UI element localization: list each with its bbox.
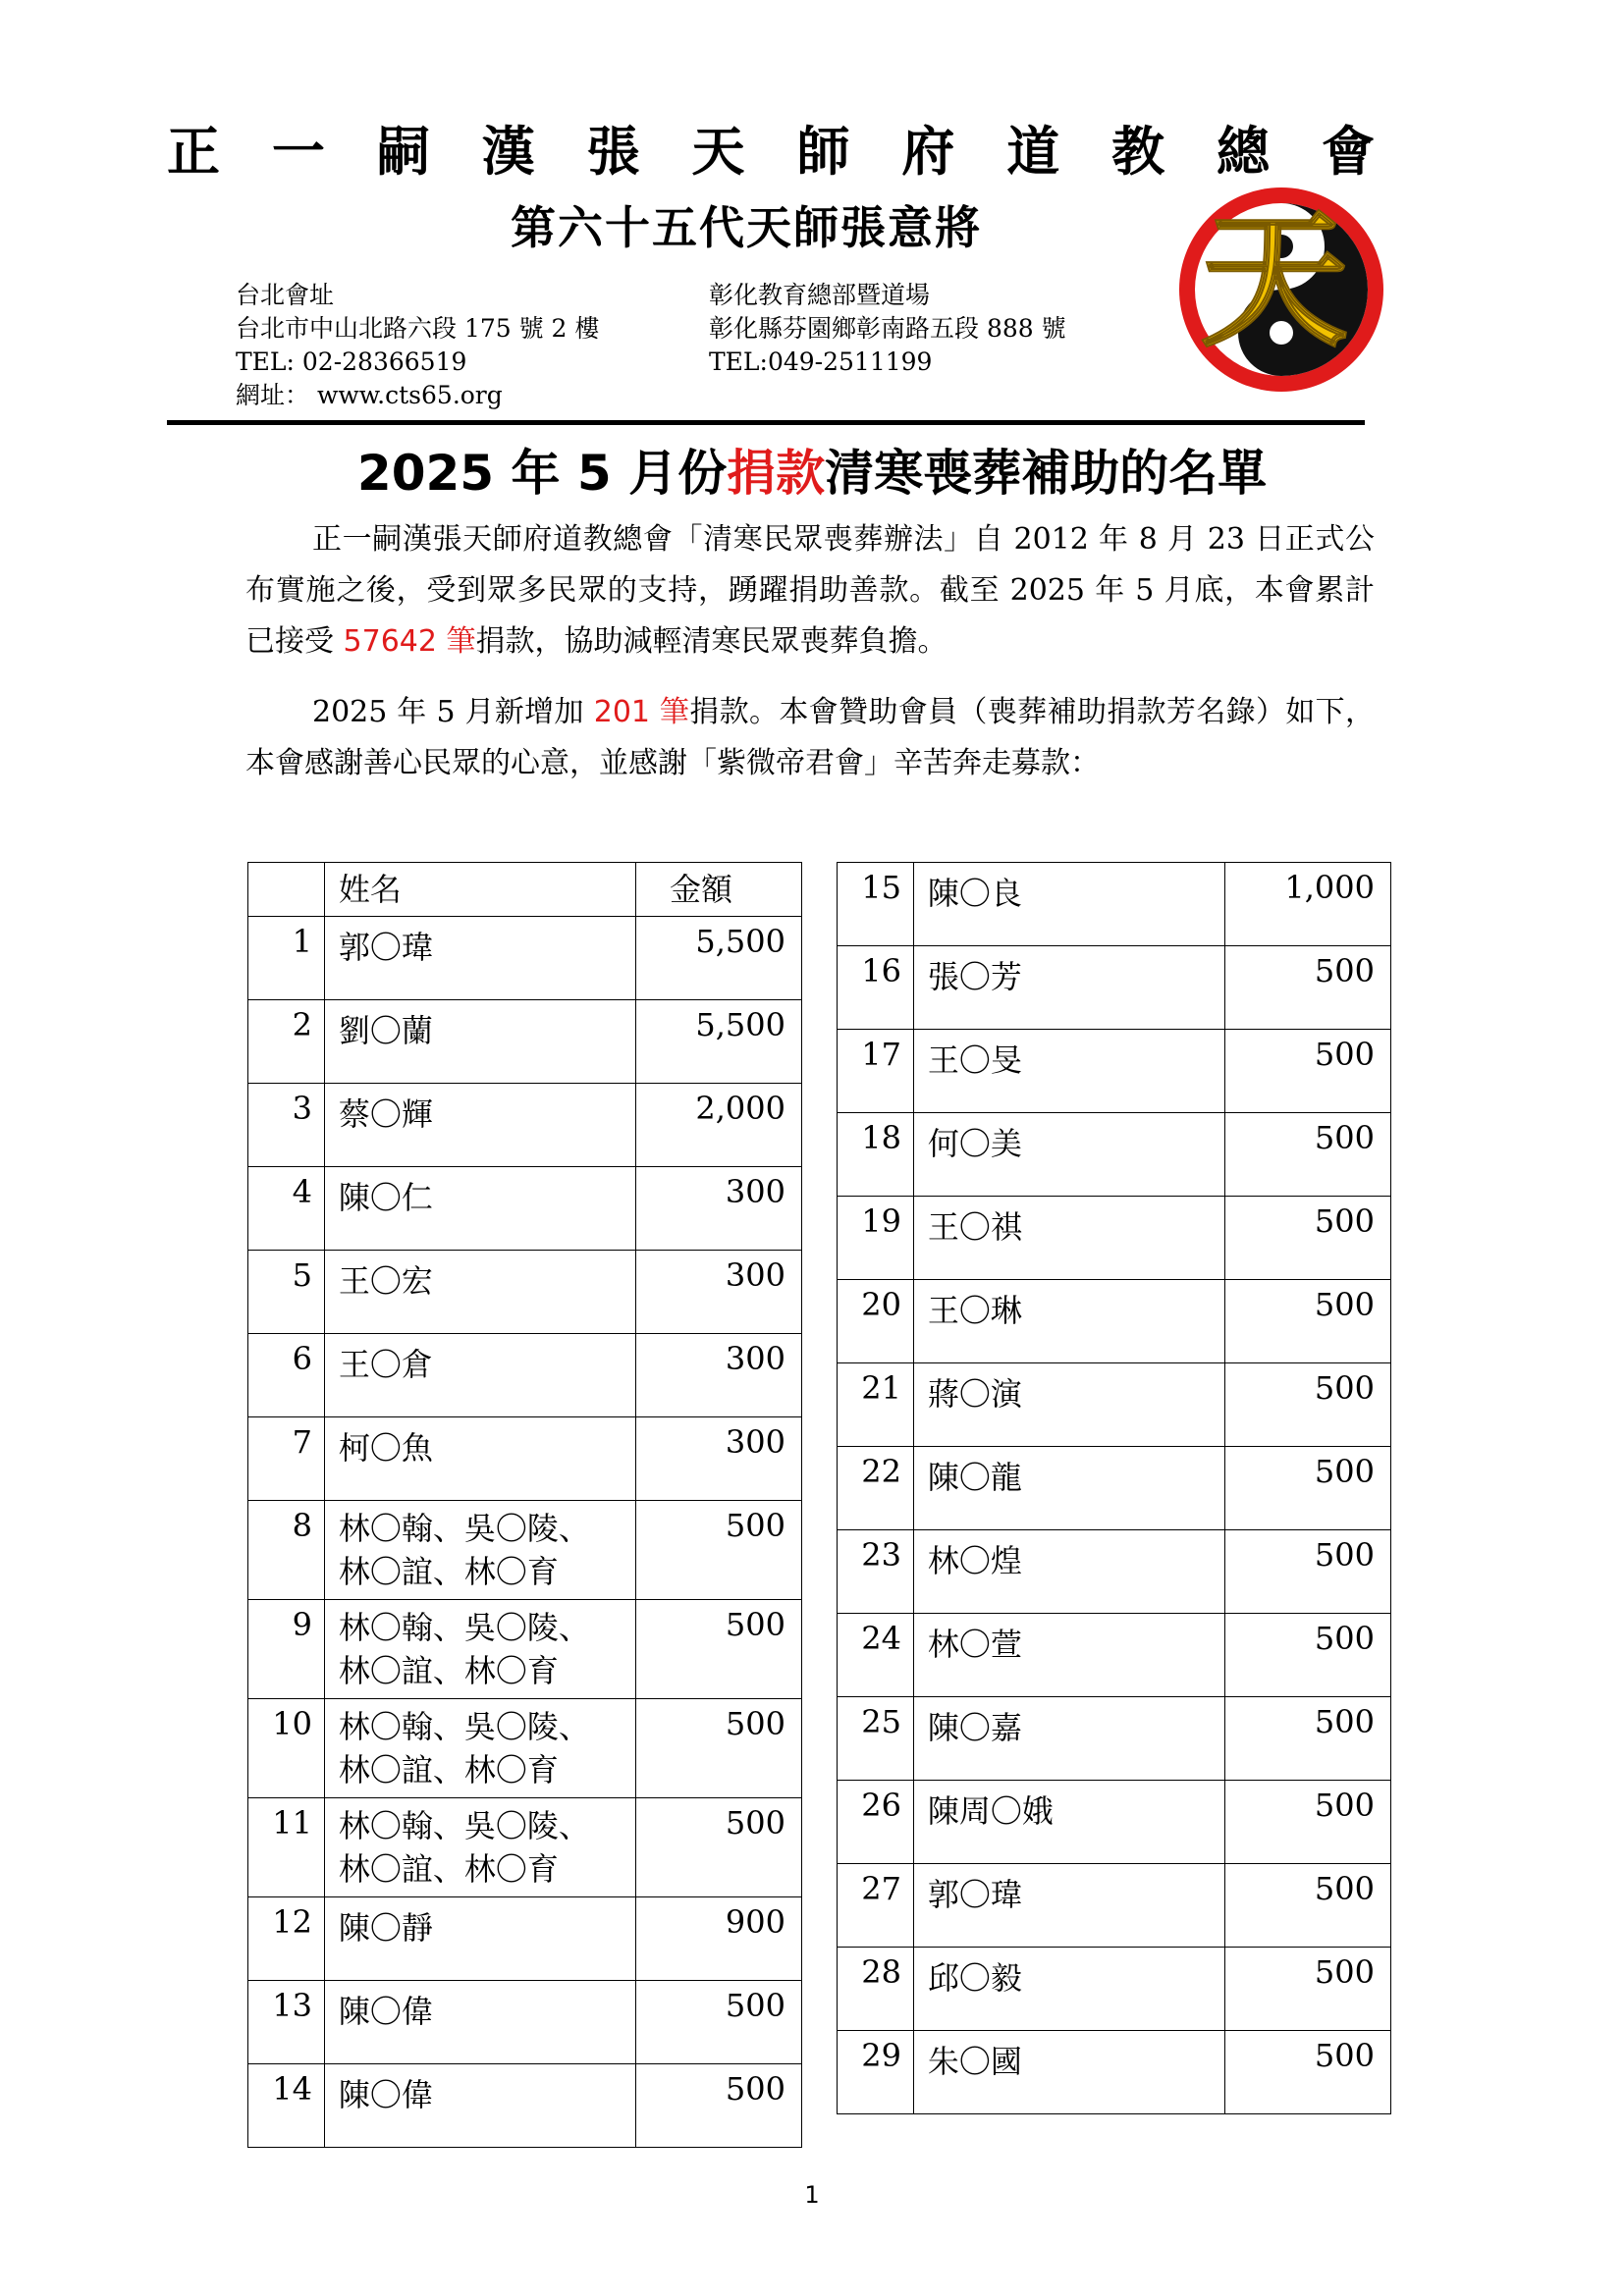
donation-amount-text: 300 — [725, 1423, 785, 1461]
donation-amount — [636, 1417, 802, 1501]
org-char: 天 — [691, 121, 745, 183]
donation-amount-text: 500 — [725, 1507, 785, 1544]
row-number-text: 17 — [861, 1036, 901, 1073]
table-row — [838, 1864, 1391, 1948]
row-number-text: 24 — [861, 1620, 901, 1657]
row-number-text: 6 — [292, 1340, 312, 1377]
donation-amount-text: 300 — [725, 1340, 785, 1377]
donor-name — [324, 1167, 635, 1251]
donor-name — [913, 946, 1224, 1030]
row-number-text: 23 — [861, 1536, 901, 1574]
row-number-text: 13 — [272, 1987, 312, 2024]
table-row — [248, 1334, 802, 1417]
header-index-cell — [248, 863, 325, 917]
org-char: 師 — [796, 121, 850, 183]
donation-amount-text: 500 — [1314, 1286, 1375, 1323]
row-number — [838, 2031, 914, 2114]
total-count: 57642 筆 — [343, 624, 476, 659]
row-number-text: 26 — [861, 1787, 901, 1824]
donor-name — [913, 2031, 1224, 2114]
donor-name-text: 蔡〇輝 — [338, 1095, 433, 1133]
row-number-text: 2 — [292, 1006, 312, 1043]
donation-amount-text: 500 — [725, 1705, 785, 1742]
donor-name-text: 陳〇仁 — [338, 1179, 433, 1216]
donor-name-text: 陳〇龍 — [927, 1459, 1022, 1496]
donor-name-text: 朱〇國 — [927, 2043, 1022, 2080]
page-number: 1 — [804, 2181, 820, 2209]
row-number-text: 4 — [292, 1173, 312, 1210]
donation-amount — [636, 2064, 802, 2148]
row-number-text: 20 — [861, 1286, 901, 1323]
donation-amount — [1225, 1197, 1391, 1280]
donor-name-text-line2: 林〇誼、林〇育 — [338, 1850, 559, 1888]
org-char: 總 — [1217, 121, 1271, 183]
org-char: 一 — [271, 121, 325, 183]
donor-name — [324, 1084, 635, 1167]
donor-name — [324, 1600, 635, 1699]
row-number — [838, 1447, 914, 1530]
taipei-label: 台北會址 — [236, 281, 335, 309]
donation-amount — [636, 1167, 802, 1251]
title-suffix: 清寒喪葬補助的名單 — [825, 445, 1268, 502]
donation-amount-text: 500 — [1314, 952, 1375, 989]
donor-name — [913, 1530, 1224, 1614]
row-number-text: 29 — [861, 2037, 901, 2074]
table-row — [248, 1501, 802, 1600]
changhua-tel: TEL:049-2511199 — [709, 347, 933, 376]
donor-name — [913, 1363, 1224, 1447]
donor-name — [324, 1798, 635, 1897]
donation-amount-text: 500 — [1314, 1369, 1375, 1407]
monthly-paragraph — [245, 687, 1375, 789]
table-header-row — [248, 863, 802, 917]
row-number-text: 5 — [292, 1256, 312, 1294]
org-char: 正 — [167, 121, 220, 183]
donation-amount-text: 500 — [1314, 1536, 1375, 1574]
table-row — [838, 1030, 1391, 1113]
table-row — [838, 1280, 1391, 1363]
logo-char: 天 — [1200, 194, 1349, 367]
donation-amount — [636, 1251, 802, 1334]
org-char: 會 — [1321, 121, 1375, 183]
donor-name-text: 王〇宏 — [338, 1262, 433, 1300]
table-row — [248, 1167, 802, 1251]
donation-amount-text: 2,000 — [695, 1090, 785, 1127]
row-number — [248, 1501, 325, 1600]
table-row — [248, 1600, 802, 1699]
table-row — [248, 1981, 802, 2064]
row-number — [248, 1084, 325, 1167]
donor-name-text: 林〇翰、吳〇陵、 — [338, 1807, 590, 1844]
donor-name-text: 陳〇靜 — [338, 1909, 433, 1947]
table-row — [248, 1699, 802, 1798]
row-number — [838, 1948, 914, 2031]
donation-amount — [636, 1897, 802, 1981]
donor-name-text: 林〇翰、吳〇陵、 — [338, 1510, 590, 1547]
donor-name-text: 邱〇毅 — [927, 1959, 1022, 1997]
org-char: 嗣 — [376, 121, 430, 183]
header-divider — [167, 420, 1365, 425]
row-number — [248, 1798, 325, 1897]
donation-amount-text: 500 — [1314, 1703, 1375, 1740]
row-number-text: 19 — [861, 1202, 901, 1240]
donor-name-text: 林〇翰、吳〇陵、 — [338, 1708, 590, 1745]
donor-name — [913, 1030, 1224, 1113]
table-row — [248, 1000, 802, 1084]
donor-name-text: 王〇祺 — [927, 1208, 1022, 1246]
donor-name-text: 林〇煌 — [927, 1542, 1022, 1579]
row-number — [248, 1417, 325, 1501]
donation-amount-text: 500 — [1314, 1620, 1375, 1657]
donation-amount-text: 500 — [1314, 1870, 1375, 1907]
taipei-address: 台北市中山北路六段 175 號 2 樓 — [236, 314, 600, 343]
changhua-label: 彰化教育總部暨道場 — [709, 281, 931, 309]
row-number-text: 7 — [292, 1423, 312, 1461]
row-number-text: 28 — [861, 1953, 901, 1991]
table-row — [248, 1897, 802, 1981]
header-name-cell: 姓名 — [324, 863, 635, 917]
org-char: 教 — [1111, 121, 1165, 183]
donor-table-right — [837, 862, 1391, 2114]
donation-amount — [1225, 863, 1391, 946]
donor-name-text: 王〇倉 — [338, 1346, 433, 1383]
row-number-text: 11 — [272, 1804, 312, 1842]
donation-amount-text: 500 — [1314, 1202, 1375, 1240]
donor-name-text: 陳〇偉 — [338, 1993, 433, 2030]
table-row — [838, 1530, 1391, 1614]
donation-amount — [1225, 1614, 1391, 1697]
donor-name — [324, 1981, 635, 2064]
donation-amount — [1225, 1697, 1391, 1781]
intro-text: 正一嗣漢張天師府道教總會「清寒民眾喪葬辦法」自 2012 年 8 月 23 日正式公布實施之後，受到眾多民眾的支持，踴躍捐助善款。截至 2025 年 5 月底，本會累計已接受 — [245, 522, 1375, 659]
donation-amount — [1225, 1030, 1391, 1113]
row-number — [248, 1897, 325, 1981]
row-number-text: 21 — [861, 1369, 901, 1407]
intro-text-end: 捐款，協助減輕清寒民眾喪葬負擔。 — [475, 624, 947, 659]
row-number-text: 1 — [292, 923, 312, 960]
donation-amount — [636, 1699, 802, 1798]
donor-name — [324, 1897, 635, 1981]
donor-name-text: 郭〇瑋 — [338, 929, 433, 966]
row-number — [248, 2064, 325, 2148]
donor-name-text: 陳〇嘉 — [927, 1709, 1022, 1746]
row-number — [838, 863, 914, 946]
donor-name — [913, 1614, 1224, 1697]
donation-amount — [1225, 946, 1391, 1030]
donor-name — [913, 1948, 1224, 2031]
org-char: 張 — [586, 121, 640, 183]
donation-amount-text: 300 — [725, 1173, 785, 1210]
org-char: 府 — [901, 121, 955, 183]
table-row — [248, 2064, 802, 2148]
donation-amount — [636, 1334, 802, 1417]
row-number — [838, 1864, 914, 1948]
donation-amount-text: 500 — [1314, 1453, 1375, 1490]
table-row — [838, 1113, 1391, 1197]
table-row — [838, 1948, 1391, 2031]
donation-amount — [1225, 1948, 1391, 2031]
donor-name — [324, 917, 635, 1000]
org-char: 漢 — [481, 121, 535, 183]
row-number — [248, 1699, 325, 1798]
row-number — [838, 1363, 914, 1447]
donor-name — [913, 1864, 1224, 1948]
donation-amount-text: 5,500 — [695, 923, 785, 960]
donation-amount — [636, 1084, 802, 1167]
row-number — [248, 1600, 325, 1699]
donor-name-text: 柯〇魚 — [338, 1429, 433, 1467]
donation-amount — [636, 1000, 802, 1084]
row-number-text: 9 — [292, 1606, 312, 1643]
donation-amount — [636, 1600, 802, 1699]
changhua-address: 彰化縣芬園鄉彰南路五段 888 號 — [709, 314, 1066, 343]
donation-amount — [1225, 1363, 1391, 1447]
row-number — [838, 1614, 914, 1697]
header-subtitle: 第六十五代天師張意將 — [511, 201, 982, 254]
donation-amount-text: 500 — [1314, 1953, 1375, 1991]
table-row — [838, 1697, 1391, 1781]
donation-amount — [1225, 1113, 1391, 1197]
donation-amount — [1225, 1781, 1391, 1864]
donation-amount-text: 1,000 — [1284, 869, 1375, 906]
row-number — [248, 1334, 325, 1417]
donor-name — [324, 1417, 635, 1501]
org-char: 道 — [1006, 121, 1060, 183]
intro-paragraph — [245, 514, 1375, 667]
table-row — [838, 946, 1391, 1030]
donor-name-text: 郭〇瑋 — [927, 1876, 1022, 1913]
row-number-text: 22 — [861, 1453, 901, 1490]
row-number-text: 3 — [292, 1090, 312, 1127]
donation-amount — [1225, 1280, 1391, 1363]
donor-name — [913, 1447, 1224, 1530]
table-row — [838, 863, 1391, 946]
tian-logo-icon — [1176, 185, 1386, 395]
donor-name — [324, 1251, 635, 1334]
row-number — [248, 1251, 325, 1334]
donor-name — [324, 1334, 635, 1417]
table-row — [838, 1614, 1391, 1697]
donation-amount — [1225, 1530, 1391, 1614]
row-number-text: 25 — [861, 1703, 901, 1740]
row-number-text: 8 — [292, 1507, 312, 1544]
row-number — [248, 917, 325, 1000]
donor-name-text: 張〇芳 — [927, 958, 1022, 995]
donor-name — [913, 1113, 1224, 1197]
donor-name-text: 林〇萱 — [927, 1626, 1022, 1663]
donation-amount-text: 500 — [1314, 2037, 1375, 2074]
row-number — [838, 1781, 914, 1864]
donation-amount — [636, 1798, 802, 1897]
document-title — [0, 434, 1624, 505]
donor-name-text: 王〇旻 — [927, 1041, 1022, 1079]
donation-amount-text: 500 — [725, 1606, 785, 1643]
title-prefix: 2025 年 5 月份 — [356, 445, 728, 502]
donor-name-text: 王〇琳 — [927, 1292, 1022, 1329]
donor-name — [913, 863, 1224, 946]
row-number-text: 15 — [861, 869, 901, 906]
donation-amount-text: 900 — [725, 1903, 785, 1941]
row-number-text: 12 — [272, 1903, 312, 1941]
donor-name — [324, 1000, 635, 1084]
taipei-address-block — [236, 279, 599, 412]
donor-table-left — [247, 862, 802, 2148]
donor-name-text: 劉〇蘭 — [338, 1012, 433, 1049]
table-row — [838, 2031, 1391, 2114]
donation-amount — [636, 917, 802, 1000]
donation-amount — [1225, 1864, 1391, 1948]
row-number — [838, 1030, 914, 1113]
header-amount-cell: 金額 — [636, 863, 802, 917]
row-number — [838, 1113, 914, 1197]
row-number — [838, 946, 914, 1030]
donor-name-text: 蔣〇演 — [927, 1375, 1022, 1413]
donor-name — [913, 1697, 1224, 1781]
row-number-text: 10 — [272, 1705, 312, 1742]
row-number-text: 14 — [272, 2070, 312, 2108]
table-row — [838, 1197, 1391, 1280]
row-number-text: 27 — [861, 1870, 901, 1907]
donor-name-text-line2: 林〇誼、林〇育 — [338, 1652, 559, 1689]
donor-name — [913, 1197, 1224, 1280]
table-row — [838, 1447, 1391, 1530]
donor-name-text: 林〇翰、吳〇陵、 — [338, 1609, 590, 1646]
row-number — [248, 1167, 325, 1251]
website[interactable]: 網址： www.cts65.org — [236, 381, 503, 409]
row-number — [838, 1697, 914, 1781]
table-row — [838, 1781, 1391, 1864]
table-row — [248, 917, 802, 1000]
donor-name — [913, 1280, 1224, 1363]
monthly-text: 2025 年 5 月新增加 — [312, 695, 584, 729]
row-number — [838, 1280, 914, 1363]
donor-name — [913, 1781, 1224, 1864]
row-number — [838, 1530, 914, 1614]
donor-name-text: 陳〇良 — [927, 875, 1022, 912]
table-row — [248, 1251, 802, 1334]
donation-amount-text: 5,500 — [695, 1006, 785, 1043]
donation-amount — [1225, 1447, 1391, 1530]
row-number — [248, 1981, 325, 2064]
monthly-count: 201 筆 — [593, 695, 690, 729]
donor-name-text: 陳〇偉 — [338, 2076, 433, 2113]
donation-amount-text: 500 — [1314, 1119, 1375, 1156]
donation-amount-text: 500 — [725, 2070, 785, 2108]
donation-amount-text: 500 — [1314, 1787, 1375, 1824]
table-row — [838, 1363, 1391, 1447]
donation-amount — [636, 1981, 802, 2064]
donor-name — [324, 2064, 635, 2148]
donor-name-text-line2: 林〇誼、林〇育 — [338, 1553, 559, 1590]
donation-amount — [1225, 2031, 1391, 2114]
donation-amount-text: 500 — [725, 1987, 785, 2024]
taipei-tel: TEL: 02-28366519 — [236, 347, 467, 376]
donor-name — [324, 1501, 635, 1600]
donation-amount — [636, 1501, 802, 1600]
row-number-text: 16 — [861, 952, 901, 989]
monthly-text-end: 捐款。本會贊助會員（喪葬補助捐款芳名錄）如下，本會感謝善心民眾的心意，並感謝「紫微帝君會」辛苦奔走募款： — [245, 695, 1376, 780]
table-row — [248, 1798, 802, 1897]
donor-name-text: 何〇美 — [927, 1125, 1022, 1162]
organization-name — [167, 110, 1375, 186]
donation-amount-text: 500 — [725, 1804, 785, 1842]
table-row — [248, 1417, 802, 1501]
table-row — [248, 1084, 802, 1167]
donor-name-text: 陳周〇娥 — [927, 1792, 1054, 1830]
donation-amount-text: 500 — [1314, 1036, 1375, 1073]
donor-name-text-line2: 林〇誼、林〇育 — [338, 1751, 559, 1789]
donation-amount-text: 300 — [725, 1256, 785, 1294]
title-highlight: 捐款 — [727, 445, 826, 502]
row-number — [248, 1000, 325, 1084]
row-number-text: 18 — [861, 1119, 901, 1156]
row-number — [838, 1197, 914, 1280]
donor-name — [324, 1699, 635, 1798]
changhua-address-block — [709, 279, 1066, 379]
